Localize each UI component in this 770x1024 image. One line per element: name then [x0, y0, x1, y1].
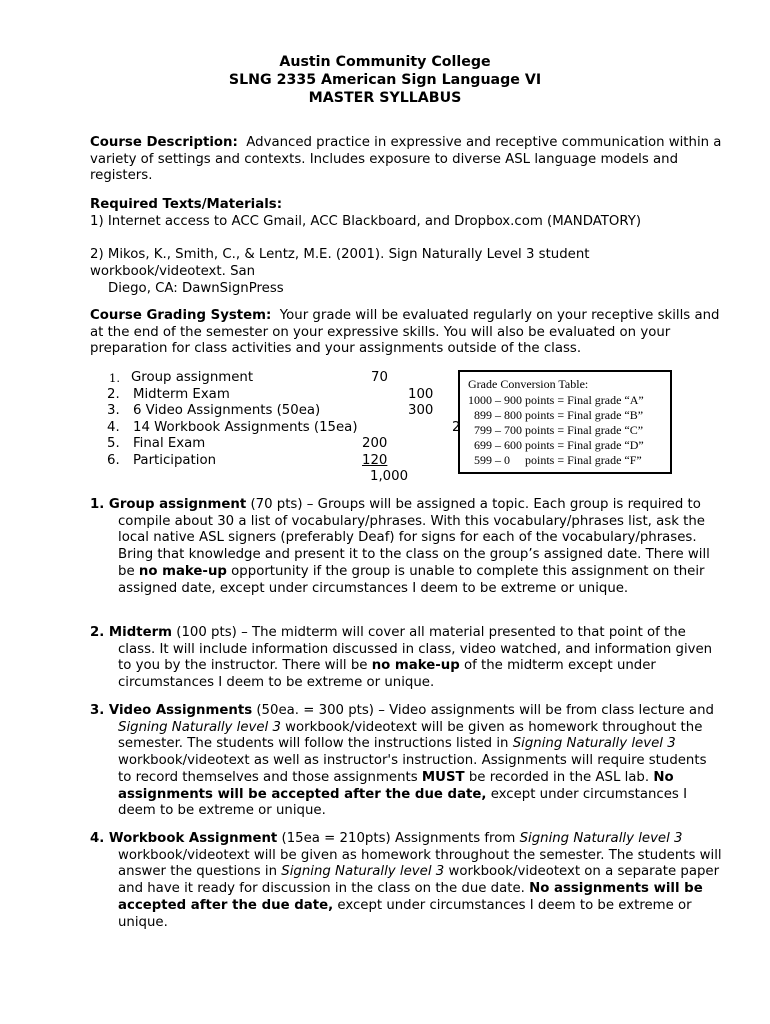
- section-title: 2. Midterm: [90, 625, 173, 640]
- grading-system: [90, 308, 722, 358]
- section-title: 3. Video Assignments: [90, 703, 253, 718]
- list-item: 3. 6 Video Assignments (50ea) 300: [107, 403, 434, 418]
- list-item: 1. Group assignment 70: [109, 370, 388, 385]
- conversion-title: Grade Conversion Table:: [468, 377, 589, 391]
- list-item: 6. Participation 120: [107, 452, 388, 468]
- course-description-text: Advanced practice in expressive and receptive communication within a variety of settings and contexts. Includes exposure to diverse ASL language models and registers.: [90, 135, 722, 184]
- section-title: 1. Group assignment: [90, 497, 247, 512]
- materials-item-1: 1) Internet access to ACC Gmail, ACC Blackboard, and Dropbox.com (MANDATORY): [90, 213, 642, 229]
- section-title: 4. Workbook Assignment: [90, 831, 278, 846]
- conversion-row: 799 – 700 points = Final grade “C”: [468, 423, 644, 437]
- section-midterm: 2. Midterm (100 pts) – The midterm will cover all material presented to that point of the class. It will include information discussed in class, video watched, and information given to you by the instructor. There will be no make-up of the midterm except under circumstances I deem to be extreme or unique.: [90, 625, 713, 691]
- materials-label: Required Texts/Materials:: [90, 197, 283, 212]
- grade-breakdown-list: [90, 370, 460, 486]
- list-item: 4. 14 Workbook Assignments (15ea) 2: [107, 419, 461, 435]
- list-item: 5. Final Exam 200: [107, 436, 388, 451]
- course-description: [90, 135, 722, 185]
- list-item: 2. Midterm Exam 100: [107, 386, 434, 402]
- grade-conversion-table: [458, 370, 672, 474]
- grade-total: 1,000: [370, 469, 409, 484]
- grading-label: Course Grading System:: [90, 308, 272, 323]
- college-name: Austin Community College: [279, 54, 491, 70]
- course-title: SLNG 2335 American Sign Language VI: [228, 72, 542, 88]
- materials-item-2-line-2: workbook/videotext. San: [90, 263, 256, 279]
- materials-item-2-line-3: Diego, CA: DawnSignPress: [108, 280, 284, 296]
- section-workbook-assignment: 4. Workbook Assignment (15ea = 210pts) Assignments from Signing Naturally level 3 workbook/videotext will be given as homework throughout the semester. The students will answer the questions in Signing Naturally level 3 workbook/videotext on a separate paper and have it ready for discussion in the class on the due date. No assignments will be accepted after the due date, except under circumstances I deem to be extreme or unique.: [90, 831, 722, 930]
- document-header: [0, 53, 770, 107]
- grade-total-row: [90, 469, 460, 486]
- conversion-row: 1000 – 900 points = Final grade “A”: [468, 393, 644, 407]
- required-materials: [90, 197, 722, 297]
- materials-item-2-line-1: 2) Mikos, K., Smith, C., & Lentz, M.E. (2001). Sign Naturally Level 3 student: [90, 247, 590, 263]
- document-title: MASTER SYLLABUS: [308, 90, 462, 106]
- section-group-assignment: 1. Group assignment (70 pts) – Groups will be assigned a topic. Each group is required to compile about 30 a list of vocabulary/phrases. With this vocabulary/phrases list, ask the local native ASL signers (preferably Deaf) for signs for each of the vocabulary/phrases. Bring that knowledge and present it to the class on the group’s assigned date. There will be no make-up opportunity if the group is unable to complete this assignment on their assigned date, except under circumstances I deem to be extreme or unique.: [90, 497, 710, 596]
- conversion-row: 699 – 600 points = Final grade “D”: [468, 438, 644, 452]
- section-video-assignments: 3. Video Assignments (50ea. = 300 pts) – Video assignments will be from class lecture and Signing Naturally level 3 workbook/videotext will be given as homework throughout the semester. The students will follow the instructions listed in Signing Naturally level 3 workbook/videotext as well as instructor's instruction. Assignments will require students to record themselves and those assignments MUST be recorded in the ASL lab. No assignments will be accepted after the due date, except under circumstances I deem to be extreme or unique.: [90, 703, 714, 819]
- grading-text: Your grade will be evaluated regularly on your receptive skills and at the end of the semester on your expressive skills. You will also be evaluated on your preparation for class activities and your assignments outside of the class.: [90, 308, 720, 357]
- conversion-row: 899 – 800 points = Final grade “B”: [468, 408, 644, 422]
- course-description-label: Course Description:: [90, 135, 238, 150]
- conversion-row: 599 – 0 points = Final grade “F”: [468, 453, 642, 467]
